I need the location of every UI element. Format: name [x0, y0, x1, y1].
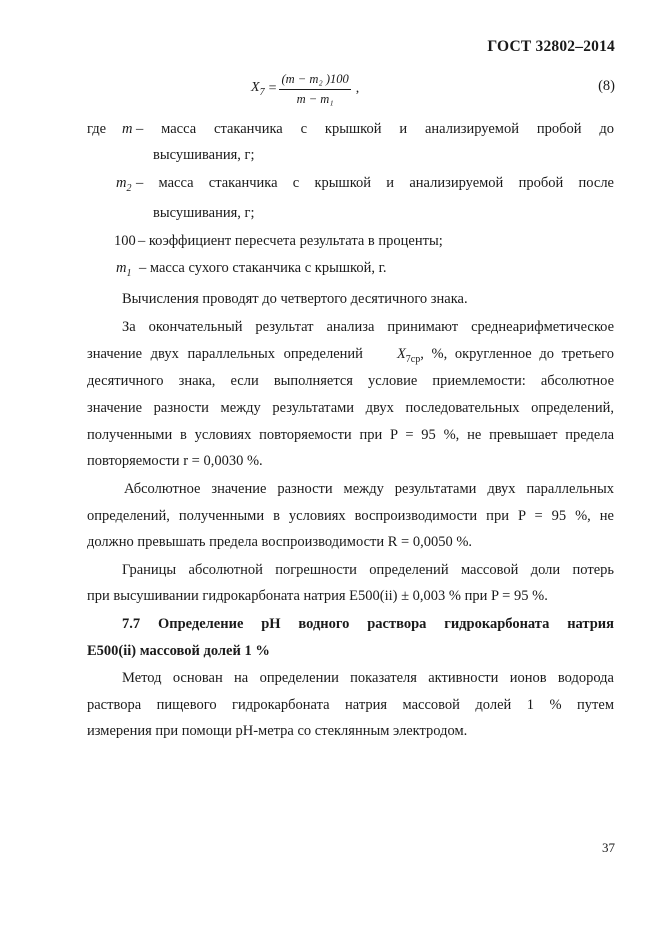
legend-symbol-m2: $m_2$	[116, 175, 132, 194]
legend-item-100: – коэффициент пересчета результата в проценты;	[138, 233, 443, 249]
paragraph-reproducibility-line2: определений, полученными в условиях воспроизводимости при P = 95 %, не	[87, 508, 614, 524]
formula-lhs: $X_7$	[251, 80, 265, 98]
legend-symbol-m: m	[122, 121, 133, 137]
document-header: ГОСТ 32802–2014	[487, 38, 615, 55]
paragraph-result-line3: десятичного знака, если выполняется условие приемлемости: абсолютное	[87, 373, 614, 389]
symbol-x7cp: $X_{7ср}$	[396, 346, 421, 365]
paragraph-result-line1: За окончательный результат анализа принимают среднеарифметическое	[122, 319, 614, 335]
formula-denominator: m − m₁	[296, 91, 334, 106]
formula-8	[251, 66, 359, 112]
paragraph-result-line2-end: $X_{7ср}$, %, округленное до третьего	[396, 346, 614, 365]
paragraph-calculation-precision: Вычисления проводят до четвертого десятичного знака.	[122, 291, 468, 307]
paragraph-reproducibility-line3: должно превышать предела воспроизводимости R = 0,0050 %.	[87, 534, 473, 550]
legend-symbol-m1: $m_1$	[116, 260, 132, 279]
legend-item-m-line1: – масса стаканчика с крышкой и анализируемой пробой до	[136, 121, 614, 137]
paragraph-result-line6: повторяемости r = 0,0030 %.	[87, 453, 263, 469]
legend-item-m2-line1: – масса стаканчика с крышкой и анализируемой пробой после	[136, 175, 614, 191]
paragraph-uncertainty-line1: Границы абсолютной погрешности определений массовой доли потерь	[122, 562, 614, 578]
paragraph-method-line2: раствора пищевого гидрокарбоната натрия массовой долей 1 % путем	[87, 697, 614, 713]
paragraph-reproducibility-line1: Абсолютное значение разности между результатами двух параллельных	[124, 481, 614, 497]
formula-fraction	[279, 72, 350, 107]
formula-numerator: (m − m₂ )100	[279, 72, 350, 90]
formula-equals: =	[268, 81, 277, 96]
legend-item-m-line2: высушивания, г;	[153, 147, 255, 163]
legend-intro: где	[87, 121, 107, 137]
section-heading-7-7-line1: 7.7 Определение pH водного раствора гидрокарбоната натрия	[122, 616, 614, 632]
paragraph-method-line3: измерения при помощи pH-метра со стеклянным электродом.	[87, 723, 468, 739]
section-heading-7-7-line2: Е500(ii) массовой долей 1 %	[87, 643, 270, 659]
page-number: 37	[602, 840, 615, 855]
paragraph-result-line2	[87, 345, 614, 369]
formula-comma: ,	[355, 81, 360, 96]
paragraph-result-line4: значение разности между результатами двух последовательных определений,	[87, 400, 614, 416]
legend-symbol-100: 100	[114, 233, 136, 249]
legend-item-m1: – масса сухого стаканчика с крышкой, г.	[139, 260, 387, 276]
equation-number: (8)	[598, 78, 615, 94]
paragraph-result-line2-start: значение двух параллельных определений	[87, 346, 363, 362]
paragraph-uncertainty-line2: при высушивании гидрокарбоната натрия Е500(ii) ± 0,003 % при P = 95 %.	[87, 588, 548, 604]
paragraph-result-line5: полученными в условиях повторяемости при P = 95 %, не превышает предела	[87, 427, 614, 443]
legend-item-m2-line2: высушивания, г;	[153, 205, 255, 221]
paragraph-method-line1: Метод основан на определении показателя активности ионов водорода	[122, 670, 614, 686]
